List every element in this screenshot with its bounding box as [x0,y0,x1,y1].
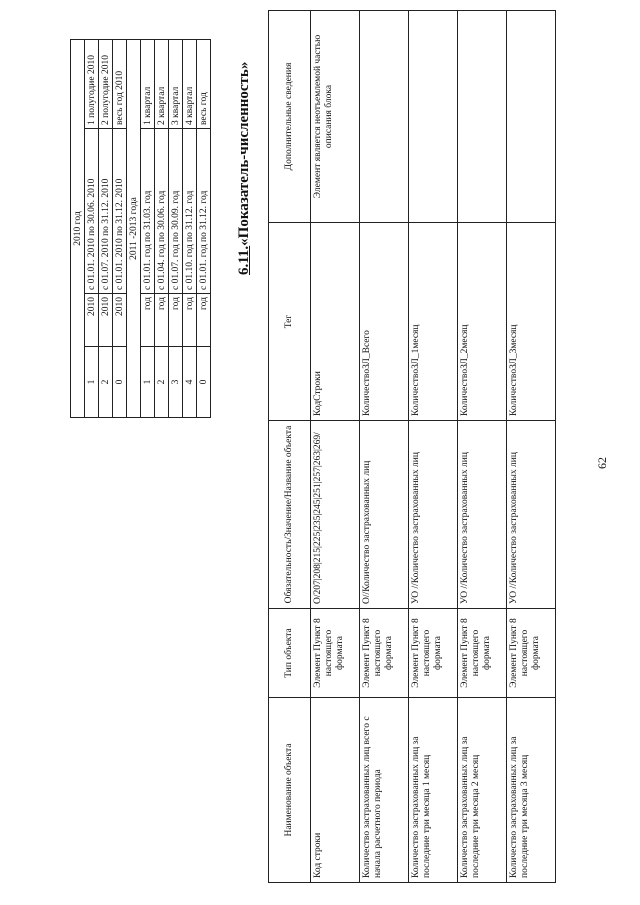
tag-cell: КоличествоЗЛ_Всего [360,223,409,421]
period-label: 2 полугодие 2010 [99,40,113,129]
object-type-cell: Элемент Пункт 8 настоящего формата [507,609,556,698]
period-code: 2 [155,347,169,418]
object-name-cell: Количество застрахованных лиц за последние три месяца 1 месяц [409,698,458,883]
period-year: год [141,294,155,347]
period-range: с 01.07. 2010 по 31.12. 2010 [99,129,113,294]
period-code: 2 [99,347,113,418]
period-code: 1 [85,347,99,418]
tag-cell: КоличествоЗЛ_1месяц [409,223,458,421]
additional-info-cell [360,11,409,223]
obligation-cell: УО //Количество застрахованных лиц [458,421,507,609]
header-obligation: Обязательность/Значение/Название объекта [269,421,311,609]
period-code: 4 [183,347,197,418]
object-type-cell: Элемент Пункт 8 настоящего формата [458,609,507,698]
period-year: год [155,294,169,347]
object-type-cell: Элемент Пункт 8 настоящего формата [409,609,458,698]
section-number: 6.11. [236,245,252,275]
header-object-type: Тип объекта [269,609,311,698]
period-year: год [183,294,197,347]
period-row [85,40,99,418]
object-name-cell: Количество застрахованных лиц за последние три месяца 3 месяц [507,698,556,883]
period-code: 1 [141,347,155,418]
period-label: 3 квартал [169,40,183,129]
table-row [360,11,409,883]
period-label: весь год 2010 [113,40,127,129]
period-row [155,40,169,418]
section-title: «Показатель-численность» [236,61,252,246]
obligation-cell: О//Количество застрахованных лиц [360,421,409,609]
header-tag: Тег [269,223,311,421]
period-row [197,40,211,418]
period-range: с 01.10. год по 31.12. год [183,129,197,294]
period-range: с 01.01. 2010 по 31.12. 2010 [113,129,127,294]
object-name-cell: Код строки [311,698,360,883]
period-code: 0 [197,347,211,418]
period-year: 2010 [85,294,99,347]
additional-info-cell [507,11,556,223]
period-year: 2010 [113,294,127,347]
tag-cell: КоличествоЗЛ_2месяц [458,223,507,421]
period-row [169,40,183,418]
additional-info-cell [458,11,507,223]
period-row [113,40,127,418]
period-label: 1 квартал [141,40,155,129]
period-range: с 01.01. 2010 по 30.06. 2010 [85,129,99,294]
page-number: 62 [595,457,609,469]
tag-cell: КодСтроки [311,223,360,421]
period-group-row [71,40,85,418]
section-heading [236,62,253,275]
header-object-name: Наименование объекта [269,698,311,883]
period-row [183,40,197,418]
header-additional-info: Дополнительные сведения [269,11,311,223]
table-row [507,11,556,883]
object-type-cell: Элемент Пункт 8 настоящего формата [311,609,360,698]
period-group-label: 2011 -2013 года [127,40,141,418]
table-header-row [269,11,311,883]
period-codes-table [70,39,211,418]
period-group-row [127,40,141,418]
period-year: год [197,294,211,347]
period-label: 4 квартал [183,40,197,129]
obligation-cell: О/207|208|215|225|235|245|251|257|263|269/ [311,421,360,609]
obligation-cell: УО //Количество застрахованных лиц [409,421,458,609]
object-type-cell: Элемент Пункт 8 настоящего формата [360,609,409,698]
period-code: 3 [169,347,183,418]
period-row [141,40,155,418]
period-range: с 01.07. год по 30.09. год [169,129,183,294]
obligation-cell: УО //Количество застрахованных лиц [507,421,556,609]
table-row [409,11,458,883]
table-row [311,11,360,883]
period-label: 1 полугодие 2010 [85,40,99,129]
table-row [458,11,507,883]
period-range: с 01.01. год по 31.12. год [197,129,211,294]
additional-info-cell [409,11,458,223]
period-range: с 01.04. год по 30.06. год [155,129,169,294]
tag-cell: КоличествоЗЛ_3месяц [507,223,556,421]
period-label: 2 квартал [155,40,169,129]
indicator-table [268,10,556,883]
object-name-cell: Количество застрахованных лиц за последние три месяца 2 месяц [458,698,507,883]
period-year: год [169,294,183,347]
period-range: с 01.01. год по 31.03. год [141,129,155,294]
period-year: 2010 [99,294,113,347]
period-group-label: 2010 год [71,40,85,418]
additional-info-cell: Элемент является неотъемлемой частью описания блока [311,11,360,223]
object-name-cell: Количество застрахованных лиц всего с начала расчетного периода [360,698,409,883]
period-code: 0 [113,347,127,418]
period-row [99,40,113,418]
period-label: весь год [197,40,211,129]
